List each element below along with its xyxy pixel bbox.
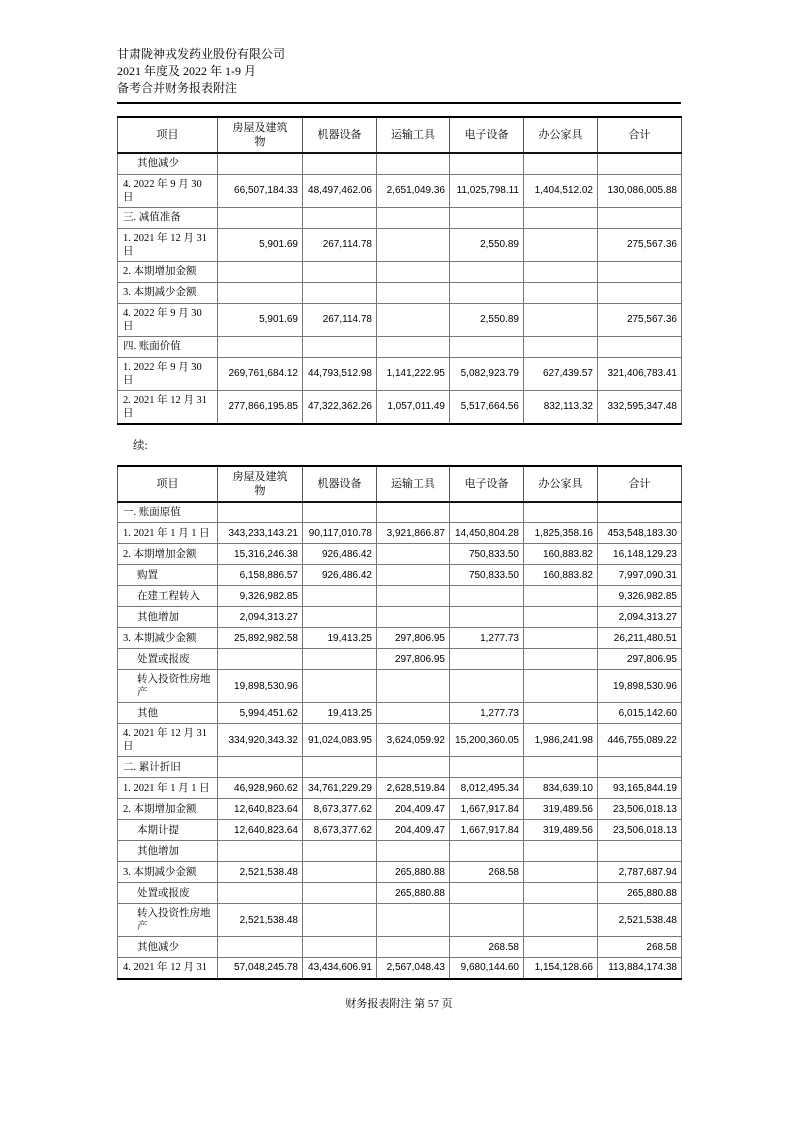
cell-value (218, 207, 303, 228)
cell-value (598, 502, 682, 523)
cell-value (218, 841, 303, 862)
column-header-buildings: 房屋及建筑物 (218, 466, 303, 502)
cell-value: 277,866,195.85 (218, 390, 303, 424)
cell-value: 2,521,538.48 (598, 904, 682, 937)
column-header-vehicles: 运输工具 (377, 117, 450, 153)
row-label: 1. 2021 年 1 月 1 日 (118, 523, 218, 544)
cell-value: 265,880.88 (377, 883, 450, 904)
table-header-row (118, 117, 682, 153)
cell-value: 2,651,049.36 (377, 174, 450, 207)
table-row (118, 724, 682, 757)
report-period: 2021 年度及 2022 年 1-9 月 (117, 64, 256, 78)
cell-value (303, 757, 377, 778)
cell-value: 9,326,982.85 (218, 586, 303, 607)
cell-value: 319,489.56 (524, 799, 598, 820)
cell-value: 14,450,804.28 (450, 523, 524, 544)
cell-value: 1,277.73 (450, 628, 524, 649)
cell-value (524, 670, 598, 703)
cell-value (377, 336, 450, 357)
cell-value (377, 261, 450, 282)
cell-value: 9,326,982.85 (598, 586, 682, 607)
row-label: 转入投资性房地产 (118, 670, 218, 703)
cell-value: 750,833.50 (450, 565, 524, 586)
cell-value: 453,548,183.30 (598, 523, 682, 544)
cell-value: 15,200,360.05 (450, 724, 524, 757)
cell-value: 2,550.89 (450, 303, 524, 336)
column-header-item: 项目 (118, 466, 218, 502)
cell-value (303, 261, 377, 282)
cell-value (303, 607, 377, 628)
cell-value: 1,141,222.95 (377, 357, 450, 390)
cell-value: 267,114.78 (303, 303, 377, 336)
cell-value: 204,409.47 (377, 820, 450, 841)
row-label: 其他增加 (118, 607, 218, 628)
cell-value (303, 336, 377, 357)
cell-value: 12,640,823.64 (218, 820, 303, 841)
table-row (118, 153, 682, 174)
cell-value (450, 757, 524, 778)
cell-value (218, 153, 303, 174)
cell-value: 19,413.25 (303, 703, 377, 724)
table-row (118, 586, 682, 607)
cell-value: 268.58 (598, 937, 682, 958)
cell-value (524, 303, 598, 336)
cell-value: 93,165,844.19 (598, 778, 682, 799)
cell-value: 627,439.57 (524, 357, 598, 390)
row-label: 2. 本期增加金额 (118, 799, 218, 820)
cell-value (450, 904, 524, 937)
cell-value (524, 282, 598, 303)
cell-value (303, 904, 377, 937)
table-row (118, 174, 682, 207)
cell-value (598, 757, 682, 778)
row-label: 4. 2022 年 9 月 30 日 (118, 174, 218, 207)
row-label: 1. 2021 年 1 月 1 日 (118, 778, 218, 799)
cell-value (524, 703, 598, 724)
cell-value: 2,521,538.48 (218, 862, 303, 883)
row-label: 2. 本期增加金额 (118, 261, 218, 282)
cell-value: 8,673,377.62 (303, 799, 377, 820)
column-header-furniture: 办公家具 (524, 466, 598, 502)
cell-value (524, 607, 598, 628)
cell-value (450, 586, 524, 607)
cell-value: 2,787,687.94 (598, 862, 682, 883)
cell-value: 268.58 (450, 862, 524, 883)
table-row (118, 703, 682, 724)
cell-value: 48,497,462.06 (303, 174, 377, 207)
row-label: 一. 账面原值 (118, 502, 218, 523)
table-row (118, 303, 682, 336)
cell-value (450, 670, 524, 703)
cell-value (218, 649, 303, 670)
cell-value (524, 586, 598, 607)
cell-value (377, 207, 450, 228)
cell-value (303, 862, 377, 883)
cell-value: 2,521,538.48 (218, 904, 303, 937)
cell-value: 90,117,010.78 (303, 523, 377, 544)
cell-value (450, 261, 524, 282)
row-label: 处置或报废 (118, 883, 218, 904)
cell-value: 321,406,783.41 (598, 357, 682, 390)
row-label: 3. 本期减少金额 (118, 862, 218, 883)
cell-value: 130,086,005.88 (598, 174, 682, 207)
cell-value: 446,755,089.22 (598, 724, 682, 757)
header-rule (117, 102, 681, 104)
cell-value: 5,901.69 (218, 303, 303, 336)
cell-value: 265,880.88 (377, 862, 450, 883)
cell-value (303, 649, 377, 670)
row-label: 1. 2021 年 12 月 31 日 (118, 228, 218, 261)
row-label: 其他减少 (118, 153, 218, 174)
table-row (118, 207, 682, 228)
cell-value: 66,507,184.33 (218, 174, 303, 207)
cell-value: 1,404,512.02 (524, 174, 598, 207)
row-label: 三. 减值准备 (118, 207, 218, 228)
table-row (118, 228, 682, 261)
table-row (118, 544, 682, 565)
cell-value (303, 502, 377, 523)
cell-value: 19,898,530.96 (218, 670, 303, 703)
cell-value: 19,898,530.96 (598, 670, 682, 703)
cell-value: 26,211,480.51 (598, 628, 682, 649)
cell-value (524, 502, 598, 523)
row-label: 本期计提 (118, 820, 218, 841)
cell-value: 319,489.56 (524, 820, 598, 841)
cell-value: 334,920,343.32 (218, 724, 303, 757)
cell-value: 160,883.82 (524, 544, 598, 565)
cell-value (598, 153, 682, 174)
document-title: 备考合并财务报表附注 (117, 81, 238, 95)
row-label: 转入投资性房地产 (118, 904, 218, 937)
cell-value (303, 937, 377, 958)
cell-value (598, 282, 682, 303)
table-row (118, 565, 682, 586)
table-row (118, 883, 682, 904)
column-header-vehicles: 运输工具 (377, 466, 450, 502)
row-label: 在建工程转入 (118, 586, 218, 607)
table-row (118, 958, 682, 979)
cell-value (303, 841, 377, 862)
cell-value: 3,921,866.87 (377, 523, 450, 544)
cell-value (450, 883, 524, 904)
cell-value (303, 282, 377, 303)
cell-value (303, 670, 377, 703)
cell-value: 2,567,048.43 (377, 958, 450, 979)
cell-value (377, 757, 450, 778)
table-row (118, 862, 682, 883)
cell-value: 750,833.50 (450, 544, 524, 565)
cell-value (377, 904, 450, 937)
cell-value (450, 207, 524, 228)
table-row (118, 336, 682, 357)
column-header-item: 项目 (118, 117, 218, 153)
cell-value: 9,680,144.60 (450, 958, 524, 979)
table-row (118, 390, 682, 424)
cell-value (377, 670, 450, 703)
column-header-total: 合计 (598, 117, 682, 153)
cell-value: 2,628,519.84 (377, 778, 450, 799)
cell-value (303, 153, 377, 174)
cell-value (377, 228, 450, 261)
cell-value (450, 282, 524, 303)
cell-value: 8,012,495.34 (450, 778, 524, 799)
cell-value (218, 261, 303, 282)
cell-value (524, 883, 598, 904)
cell-value (524, 862, 598, 883)
row-label: 其他减少 (118, 937, 218, 958)
cell-value: 19,413.25 (303, 628, 377, 649)
cell-value (450, 841, 524, 862)
company-name: 甘肃陇神戎发药业股份有限公司 (117, 47, 286, 61)
row-label: 4. 2021 年 12 月 31 日 (118, 724, 218, 757)
cell-value: 47,322,362.26 (303, 390, 377, 424)
cell-value: 11,025,798.11 (450, 174, 524, 207)
cell-value: 6,158,886.57 (218, 565, 303, 586)
table-row (118, 778, 682, 799)
cell-value: 2,550.89 (450, 228, 524, 261)
cell-value: 1,154,128.66 (524, 958, 598, 979)
table-row (118, 937, 682, 958)
cell-value (524, 261, 598, 282)
cell-value (377, 282, 450, 303)
cell-value: 926,486.42 (303, 544, 377, 565)
row-label: 四. 账面价值 (118, 336, 218, 357)
table-header-row (118, 466, 682, 502)
cell-value: 34,761,229.29 (303, 778, 377, 799)
cell-value: 265,880.88 (598, 883, 682, 904)
cell-value: 332,595,347.48 (598, 390, 682, 424)
cell-value: 834,639.10 (524, 778, 598, 799)
cell-value: 926,486.42 (303, 565, 377, 586)
cell-value (524, 153, 598, 174)
cell-value: 57,048,245.78 (218, 958, 303, 979)
cell-value (218, 937, 303, 958)
table-row (118, 607, 682, 628)
cell-value (524, 757, 598, 778)
cell-value (450, 607, 524, 628)
cell-value: 91,024,083.95 (303, 724, 377, 757)
cell-value: 43,434,606.91 (303, 958, 377, 979)
cell-value (598, 207, 682, 228)
cell-value (524, 904, 598, 937)
table-row (118, 628, 682, 649)
cell-value: 25,892,982.58 (218, 628, 303, 649)
cell-value (524, 841, 598, 862)
row-label: 二. 累计折旧 (118, 757, 218, 778)
cell-value: 160,883.82 (524, 565, 598, 586)
cell-value: 5,901.69 (218, 228, 303, 261)
cell-value: 297,806.95 (377, 649, 450, 670)
table-row (118, 841, 682, 862)
table-row (118, 904, 682, 937)
table-row (118, 820, 682, 841)
cell-value (450, 649, 524, 670)
row-label: 3. 本期减少金额 (118, 282, 218, 303)
cell-value (303, 207, 377, 228)
row-label: 其他 (118, 703, 218, 724)
table-row (118, 357, 682, 390)
cell-value (524, 336, 598, 357)
cell-value: 2,094,313.27 (598, 607, 682, 628)
cell-value: 267,114.78 (303, 228, 377, 261)
cell-value: 297,806.95 (598, 649, 682, 670)
table-row (118, 670, 682, 703)
table-row (118, 799, 682, 820)
cell-value (598, 841, 682, 862)
cell-value (524, 207, 598, 228)
cell-value: 204,409.47 (377, 799, 450, 820)
cell-value (524, 228, 598, 261)
cell-value (524, 937, 598, 958)
cell-value (377, 607, 450, 628)
cell-value (450, 502, 524, 523)
row-label: 其他增加 (118, 841, 218, 862)
cell-value (377, 565, 450, 586)
cell-value: 268.58 (450, 937, 524, 958)
fixed-assets-table-1 (117, 116, 682, 425)
continuation-label: 续: (133, 439, 148, 452)
table-row (118, 757, 682, 778)
cell-value: 5,994,451.62 (218, 703, 303, 724)
row-label: 4. 2021 年 12 月 31 (118, 958, 218, 979)
cell-value: 12,640,823.64 (218, 799, 303, 820)
cell-value (303, 586, 377, 607)
cell-value: 46,928,960.62 (218, 778, 303, 799)
row-label: 购置 (118, 565, 218, 586)
cell-value (377, 544, 450, 565)
cell-value (218, 757, 303, 778)
cell-value (377, 502, 450, 523)
cell-value (218, 282, 303, 303)
fixed-assets-table-2 (117, 465, 682, 980)
cell-value: 1,986,241.98 (524, 724, 598, 757)
column-header-machinery: 机器设备 (303, 466, 377, 502)
cell-value (377, 303, 450, 336)
cell-value (303, 883, 377, 904)
cell-value: 275,567.36 (598, 228, 682, 261)
cell-value: 7,997,090.31 (598, 565, 682, 586)
cell-value (598, 261, 682, 282)
cell-value: 8,673,377.62 (303, 820, 377, 841)
cell-value (598, 336, 682, 357)
cell-value (218, 502, 303, 523)
cell-value (377, 841, 450, 862)
row-label: 2. 本期增加金额 (118, 544, 218, 565)
row-label: 4. 2022 年 9 月 30 日 (118, 303, 218, 336)
cell-value: 3,624,059.92 (377, 724, 450, 757)
table-row (118, 523, 682, 544)
cell-value: 5,517,664.56 (450, 390, 524, 424)
cell-value: 113,884,174.38 (598, 958, 682, 979)
cell-value (377, 153, 450, 174)
table-row (118, 502, 682, 523)
cell-value: 2,094,313.27 (218, 607, 303, 628)
column-header-buildings: 房屋及建筑物 (218, 117, 303, 153)
cell-value: 16,148,129.23 (598, 544, 682, 565)
cell-value (450, 153, 524, 174)
row-label: 1. 2022 年 9 月 30 日 (118, 357, 218, 390)
cell-value: 1,667,917.84 (450, 820, 524, 841)
cell-value (218, 336, 303, 357)
cell-value (377, 937, 450, 958)
table-row (118, 261, 682, 282)
column-header-total: 合计 (598, 466, 682, 502)
cell-value (377, 703, 450, 724)
cell-value (524, 628, 598, 649)
cell-value: 269,761,684.12 (218, 357, 303, 390)
cell-value: 1,277.73 (450, 703, 524, 724)
cell-value: 297,806.95 (377, 628, 450, 649)
row-label: 处置或报废 (118, 649, 218, 670)
table-row (118, 649, 682, 670)
cell-value: 15,316,246.38 (218, 544, 303, 565)
cell-value: 832,113.32 (524, 390, 598, 424)
cell-value: 44,793,512.98 (303, 357, 377, 390)
cell-value: 1,057,011.49 (377, 390, 450, 424)
cell-value: 275,567.36 (598, 303, 682, 336)
cell-value: 1,825,358.16 (524, 523, 598, 544)
row-label: 3. 本期减少金额 (118, 628, 218, 649)
cell-value (450, 336, 524, 357)
column-header-furniture: 办公家具 (524, 117, 598, 153)
cell-value (377, 586, 450, 607)
row-label: 2. 2021 年 12 月 31 日 (118, 390, 218, 424)
cell-value (524, 649, 598, 670)
column-header-electronics: 电子设备 (450, 466, 524, 502)
column-header-machinery: 机器设备 (303, 117, 377, 153)
page-footer: 财务报表附注 第 57 页 (345, 997, 453, 1010)
cell-value: 5,082,923.79 (450, 357, 524, 390)
column-header-electronics: 电子设备 (450, 117, 524, 153)
cell-value (218, 883, 303, 904)
cell-value: 6,015,142.60 (598, 703, 682, 724)
cell-value: 343,233,143.21 (218, 523, 303, 544)
cell-value: 23,506,018.13 (598, 820, 682, 841)
table-row (118, 282, 682, 303)
cell-value: 23,506,018.13 (598, 799, 682, 820)
cell-value: 1,667,917.84 (450, 799, 524, 820)
